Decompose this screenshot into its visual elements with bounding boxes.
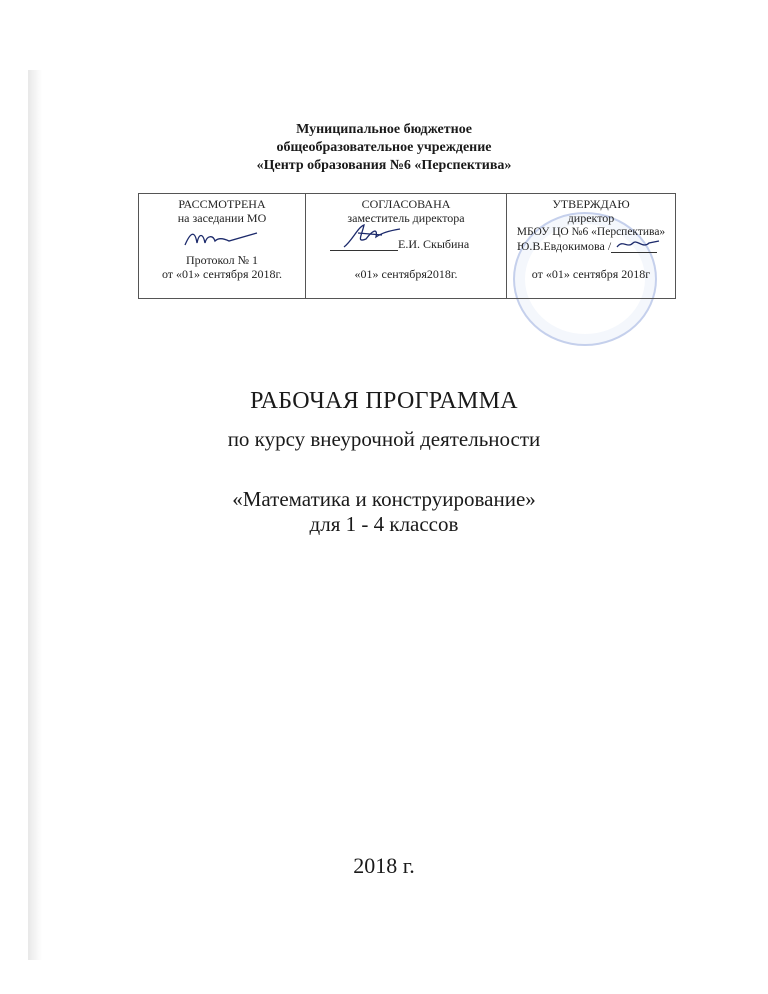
institution-line-1: Муниципальное бюджетное (296, 122, 472, 137)
approvals-table (138, 193, 676, 299)
approved-org: МБОУ ЦО №6 «Перспектива» (516, 226, 666, 238)
agreed-heading: СОГЛАСОВАНА (361, 197, 451, 211)
course-line-1: «Математика и конструирование» (232, 487, 536, 511)
institution-line-3: «Центр образования №6 «Перспектива» (256, 158, 512, 173)
approved-name: Ю.В.Евдокимова / (517, 239, 612, 253)
reviewed-heading: РАССМОТРЕНА (178, 197, 266, 211)
agreed-role: заместитель директора (347, 211, 465, 225)
reviewed-signature-icon (181, 227, 261, 251)
approved-role: директор (567, 211, 615, 225)
agreed-cell (306, 194, 507, 299)
document-title: РАБОЧАЯ ПРОГРАММА (250, 388, 518, 414)
document-subtitle: по курсу внеурочной деятельности (227, 427, 541, 451)
institution-header (0, 121, 768, 175)
institution-line-2: общеобразовательное учреждение (276, 140, 492, 155)
approved-cell (507, 194, 676, 299)
reviewed-subheading: на заседании МО (177, 211, 267, 225)
agreed-date: «01» сентября2018г. (354, 267, 458, 281)
course-line-2: для 1 - 4 классов (309, 512, 459, 536)
approved-signature-icon (613, 237, 663, 253)
agreed-signature-line (330, 237, 469, 251)
course-name (0, 487, 768, 537)
document-year: 2018 г. (353, 853, 415, 878)
agreed-name: Е.И. Скыбина (398, 237, 470, 251)
reviewed-cell (139, 194, 306, 299)
approved-heading: УТВЕРЖДАЮ (552, 197, 630, 211)
reviewed-date: от «01» сентября 2018г. (161, 267, 283, 281)
approved-date: от «01» сентября 2018г (531, 267, 651, 281)
reviewed-protocol: Протокол № 1 (185, 253, 259, 267)
